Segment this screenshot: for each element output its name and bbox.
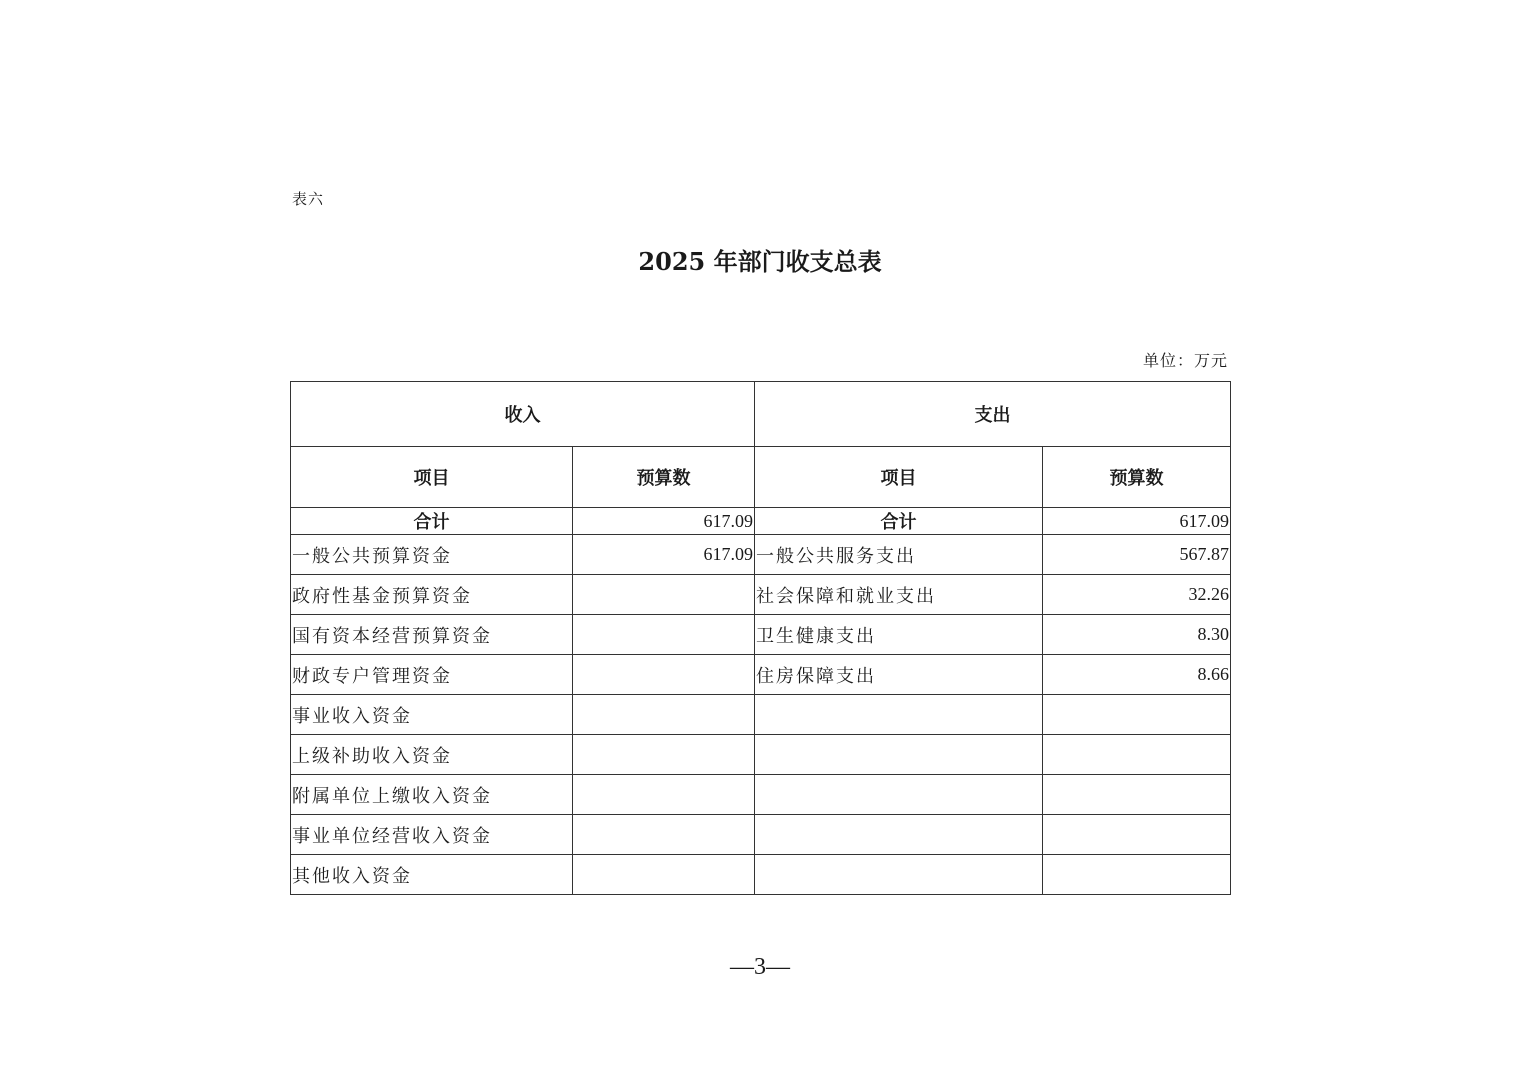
income-value [573, 615, 755, 655]
expenditure-value [1043, 695, 1231, 735]
expenditure-total-value: 617.09 [1043, 508, 1231, 535]
expenditure-item [755, 735, 1043, 775]
income-value [573, 855, 755, 895]
income-total-value: 617.09 [573, 508, 755, 535]
total-row [291, 508, 1231, 535]
unit-note: 单位：万元 [1142, 351, 1228, 370]
table-label: 表六 [292, 190, 325, 208]
income-item: 事业单位经营收入资金 [291, 815, 573, 855]
income-value [573, 655, 755, 695]
income-value [573, 815, 755, 855]
table-row [291, 695, 1231, 735]
table-row [291, 735, 1231, 775]
income-budget-header: 预算数 [573, 447, 755, 508]
expenditure-value: 32.26 [1043, 575, 1231, 615]
expenditure-budget-header: 预算数 [1043, 447, 1231, 508]
group-header-row [291, 382, 1231, 447]
income-total-label: 合计 [291, 508, 573, 535]
expenditure-total-label: 合计 [755, 508, 1043, 535]
expenditure-item: 一般公共服务支出 [755, 535, 1043, 575]
column-header-row [291, 447, 1231, 508]
income-value: 617.09 [573, 535, 755, 575]
income-item: 财政专户管理资金 [291, 655, 573, 695]
table-row [291, 815, 1231, 855]
income-item: 国有资本经营预算资金 [291, 615, 573, 655]
table-row [291, 575, 1231, 615]
page-title: 2025 年部门收支总表 [638, 247, 882, 276]
table-row [291, 535, 1231, 575]
expenditure-item [755, 855, 1043, 895]
table-row [291, 775, 1231, 815]
income-value [573, 775, 755, 815]
expenditure-value: 567.87 [1043, 535, 1231, 575]
income-value [573, 575, 755, 615]
income-item-header: 项目 [291, 447, 573, 508]
income-item: 上级补助收入资金 [291, 735, 573, 775]
income-group-header: 收入 [291, 382, 755, 447]
expenditure-value: 8.30 [1043, 615, 1231, 655]
income-item: 事业收入资金 [291, 695, 573, 735]
expenditure-item: 住房保障支出 [755, 655, 1043, 695]
table-row [291, 855, 1231, 895]
table-row [291, 615, 1231, 655]
budget-table [290, 381, 1231, 895]
expenditure-item [755, 695, 1043, 735]
income-item: 附属单位上缴收入资金 [291, 775, 573, 815]
income-value [573, 735, 755, 775]
income-value [573, 695, 755, 735]
expenditure-item [755, 815, 1043, 855]
income-item: 政府性基金预算资金 [291, 575, 573, 615]
expenditure-value: 8.66 [1043, 655, 1231, 695]
expenditure-value [1043, 815, 1231, 855]
expenditure-item [755, 775, 1043, 815]
expenditure-item: 社会保障和就业支出 [755, 575, 1043, 615]
expenditure-value [1043, 735, 1231, 775]
expenditure-value [1043, 775, 1231, 815]
expenditure-item-header: 项目 [755, 447, 1043, 508]
income-item: 其他收入资金 [291, 855, 573, 895]
page-number: —3— [730, 954, 790, 980]
expenditure-item: 卫生健康支出 [755, 615, 1043, 655]
expenditure-value [1043, 855, 1231, 895]
expenditure-group-header: 支出 [755, 382, 1231, 447]
income-item: 一般公共预算资金 [291, 535, 573, 575]
table-row [291, 655, 1231, 695]
